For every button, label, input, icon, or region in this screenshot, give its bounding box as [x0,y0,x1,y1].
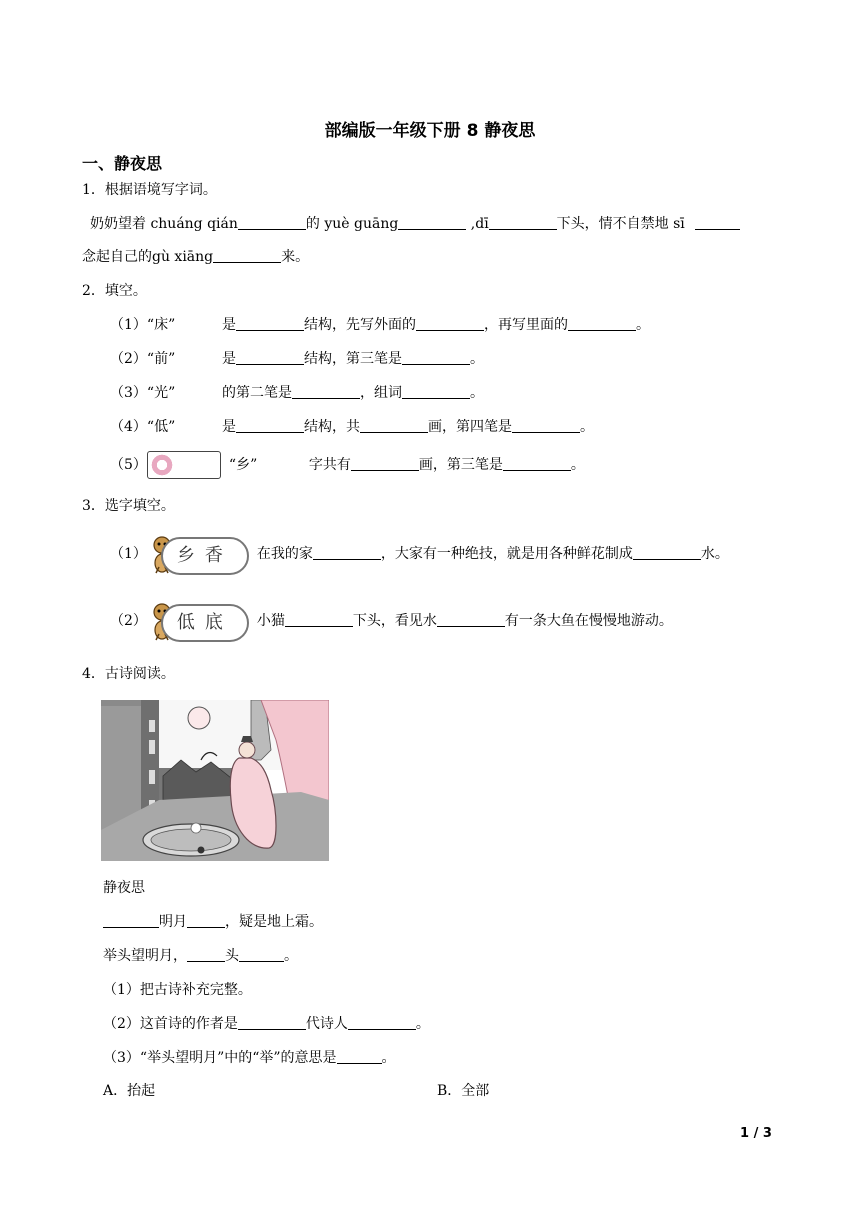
q1-text: 奶奶望着 chuáng qián [90,216,238,232]
answer-blank[interactable] [568,315,636,331]
q4-sub-3 [103,1048,396,1068]
poem-title: 静夜思 [103,880,145,896]
q3-label: （1） [110,546,147,562]
q3-text: 小猫 [256,613,285,629]
q1-text: 念起自己的gù xiāng [82,249,214,265]
q3-text: 在我的家 [256,546,313,562]
answer-blank[interactable] [348,1014,416,1030]
q1-text: 来。 [281,249,310,265]
q4-text: 代诗人 [305,1016,348,1032]
stroke-animation-icon [150,453,174,477]
q2-text: 的第二笔是 [222,385,292,401]
poem-text: ，疑是地上霜。 [225,914,323,930]
option-b[interactable]: B．全部 [437,1083,490,1099]
q1-stem: 1．根据语境写字词。 [82,182,217,198]
q2-text: 画，第三笔是 [418,457,503,473]
q3-label: （2） [110,613,147,629]
answer-blank[interactable] [238,1014,306,1030]
poem-text: 头 [225,948,239,964]
q3-stem: 3．选字填空。 [82,498,175,514]
q2-text: 。 [580,419,594,435]
answer-blank[interactable] [292,383,360,399]
q1-line-2 [82,247,309,267]
q2-text: 结构，先写外面的 [304,317,416,333]
q2-text: 结构，共 [304,419,360,435]
answer-blank[interactable] [416,315,484,331]
poem-text: 举头望明月， [103,948,187,964]
q2-label: （1）“床” [110,317,176,333]
poem-line-1 [103,912,323,932]
q2-text: 结构，第三笔是 [304,351,402,367]
q4-text: （3）“举头望明月”中的“举”的意思是 [103,1050,337,1066]
q2-text: 是 [222,419,236,435]
answer-blank[interactable] [285,611,353,627]
answer-blank[interactable] [103,912,159,928]
answer-blank[interactable] [236,349,304,365]
q1-text: 的 yuè guāng [305,216,399,232]
answer-blank[interactable] [337,1048,382,1064]
q2-item-3 [110,383,484,403]
q2-label: （3）“光” [110,385,176,401]
section-heading: 一、静夜思 [82,154,163,173]
answer-blank[interactable] [236,417,304,433]
choice-characters: 乡香 [161,537,249,575]
character-choice-cloud [147,600,247,642]
choice-characters: 低底 [161,604,249,642]
answer-blank[interactable] [437,611,505,627]
answer-blank[interactable] [695,214,740,230]
q4-sub-2 [103,1014,430,1034]
answer-blank[interactable] [187,946,225,962]
q2-text: 画，第四笔是 [428,419,512,435]
poem-illustration [101,700,329,861]
option-a[interactable]: A．抬起 [103,1083,156,1099]
answer-blank[interactable] [313,544,381,560]
answer-blank[interactable] [187,912,225,928]
q3-text: ，大家有一种绝技，就是用各种鲜花制成 [380,546,633,562]
q3-text: 下头，看见水 [352,613,437,629]
answer-blank[interactable] [489,214,557,230]
character-choice-cloud [147,533,247,575]
q2-item-4 [110,417,594,437]
page-number: 1 / 3 [740,1126,772,1141]
poem-text: 明月 [159,914,187,930]
q3-item-1 [110,533,729,575]
q2-text: 。 [470,351,484,367]
q3-text: 水。 [700,546,729,562]
q2-item-2 [110,349,484,369]
q2-label: （4）“低” [110,419,176,435]
answer-blank[interactable] [512,417,580,433]
q2-text: 是 [222,351,236,367]
q2-text: ，再写里面的 [484,317,568,333]
answer-blank[interactable] [239,946,284,962]
q2-text: 。 [470,385,484,401]
q4-stem: 4．古诗阅读。 [82,666,175,682]
q2-text: 是 [222,317,236,333]
answer-blank[interactable] [402,383,470,399]
answer-blank[interactable] [503,455,571,471]
answer-blank[interactable] [238,214,306,230]
stroke-order-player[interactable] [147,451,221,479]
q3-text: 有一条大鱼在慢慢地游动。 [504,613,673,629]
q4-text: 。 [415,1016,430,1032]
page-title: 部编版一年级下册 8 静夜思 [324,121,536,141]
q2-text: 。 [570,457,585,473]
q1-line-1 [90,214,740,234]
q4-sub-1: （1）把古诗补充完整。 [103,982,252,998]
q2-label: （2）“前” [110,351,176,367]
q2-text: 字共有 [308,457,351,473]
q4-text: （2）这首诗的作者是 [103,1016,238,1032]
poem-line-2 [103,946,298,966]
q2-stem: 2．填空。 [82,283,147,299]
q2-item-1 [110,315,650,335]
q2-item-5 [110,450,585,480]
q1-text: ,dī [466,216,489,232]
q2-label: （5） [110,457,147,473]
answer-blank[interactable] [402,349,470,365]
answer-blank[interactable] [351,455,419,471]
q4-text: 。 [381,1050,396,1066]
poem-text: 。 [284,948,298,964]
answer-blank[interactable] [633,544,701,560]
q2-text: 。 [636,317,650,333]
q2-text: “乡” [228,457,258,473]
q2-text: ，组词 [360,385,402,401]
answer-blank[interactable] [360,417,428,433]
q3-item-2 [110,600,673,642]
answer-blank[interactable] [236,315,304,331]
answer-blank[interactable] [398,214,466,230]
answer-blank[interactable] [213,247,281,263]
q1-text: 下头，情不自禁地 sī [556,216,690,232]
